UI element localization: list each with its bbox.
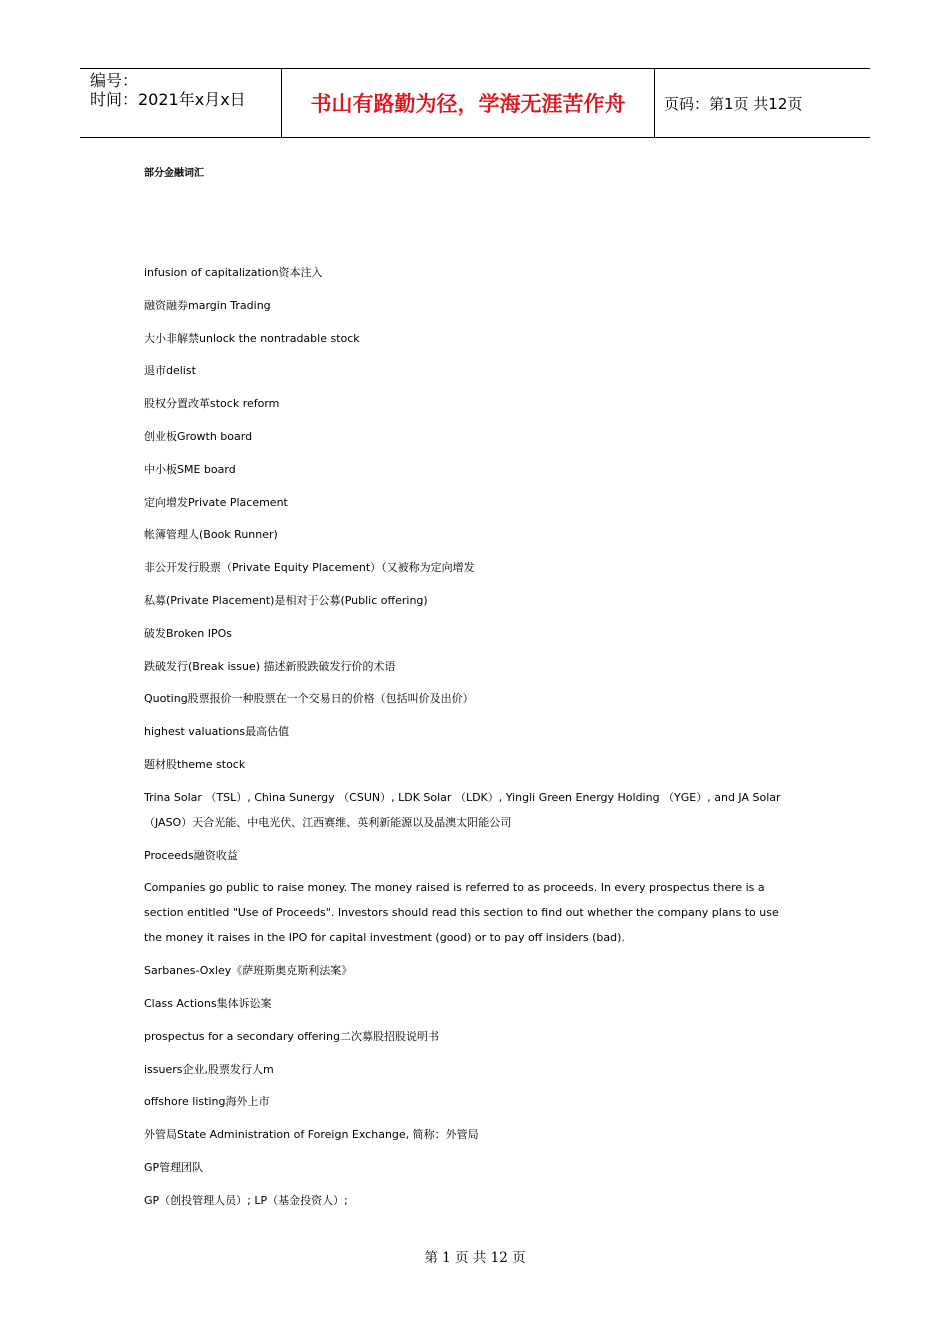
glossary-entry: 非公开发行股票（Private Equity Placement）（又被称为定向增发 (144, 561, 475, 575)
glossary-entry: Class Actions集体诉讼案 (144, 996, 272, 1010)
glossary-entry: Companies go public to raise money. The money raised is referred to as proceeds. In every prospectus there is a section entitled "Use of Proceeds". Investors should read this section to find out whether the company plans to use the money it raises in the IPO for capital investment (good) or to pay off insiders (bad). (144, 881, 779, 945)
glossary-entry: Sarbanes-Oxley《萨班斯奥克斯利法案》 (144, 964, 353, 978)
glossary-entry: 退市delist (144, 364, 196, 378)
glossary-entry: 外管局State Administration of Foreign Exchange, 简称：外管局 (144, 1128, 479, 1142)
glossary-entry: 破发Broken IPOs (144, 626, 233, 640)
glossary-entry: 创业板Growth board (144, 429, 253, 443)
glossary-list (144, 260, 800, 1221)
glossary-entry: 帐簿管理人(Book Runner) (144, 528, 278, 542)
time-label: 时间：2021年x月x日 (90, 90, 246, 109)
glossary-entry: 中小板SME board (144, 462, 236, 476)
glossary-entry: 大小非解禁unlock the nontradable stock (144, 331, 360, 345)
glossary-entry: prospectus for a secondary offering二次募股招股说明书 (144, 1029, 440, 1043)
glossary-entry: issuers企业,股票发行人m (144, 1062, 274, 1076)
glossary-entry: highest valuations最高估值 (144, 725, 290, 739)
glossary-entry: 股权分置改革stock reform (144, 397, 280, 411)
header-meta (90, 71, 246, 109)
glossary-entry: 跌破发行(Break issue) 描述新股跌破发行价的术语 (144, 659, 396, 673)
header-divider (654, 69, 655, 137)
number-label: 编号： (90, 71, 139, 90)
page-footer: 第 1 页 共 12 页 (424, 1250, 526, 1266)
header-page-label: 页码：第1页 共12页 (664, 95, 803, 113)
page-header (80, 68, 870, 138)
document-title: 部分金融词汇 (144, 168, 204, 179)
glossary-entry: Trina Solar （TSL）, China Sunergy （CSUN）, LDK Solar （LDK）, Yingli Green Energy Holding （YGE）, and JA Solar （JASO）天合光能、中电光伏、江西赛维、英利新能源以及晶澳太阳能公司 (144, 790, 781, 829)
glossary-entry: infusion of capitalization资本注入 (144, 266, 323, 279)
glossary-entry: 融资融券margin Trading (144, 298, 271, 312)
header-motto: 书山有路勤为径，学海无涯苦作舟 (310, 91, 626, 116)
glossary-entry: GP（创投管理人员）; LP（基金投资人）; (144, 1193, 348, 1207)
glossary-entry: 私募(Private Placement)是相对于公募(Public offering) (144, 593, 428, 607)
glossary-entry: Proceeds融资收益 (144, 848, 238, 862)
glossary-entry: 定向增发Private Placement (144, 495, 288, 509)
glossary-entry: Quoting股票报价一种股票在一个交易日的价格（包括叫价及出价） (144, 692, 474, 706)
glossary-entry: offshore listing海外上市 (144, 1095, 270, 1109)
glossary-entry: 题材股theme stock (144, 757, 246, 771)
glossary-entry: GP管理团队 (144, 1160, 204, 1174)
